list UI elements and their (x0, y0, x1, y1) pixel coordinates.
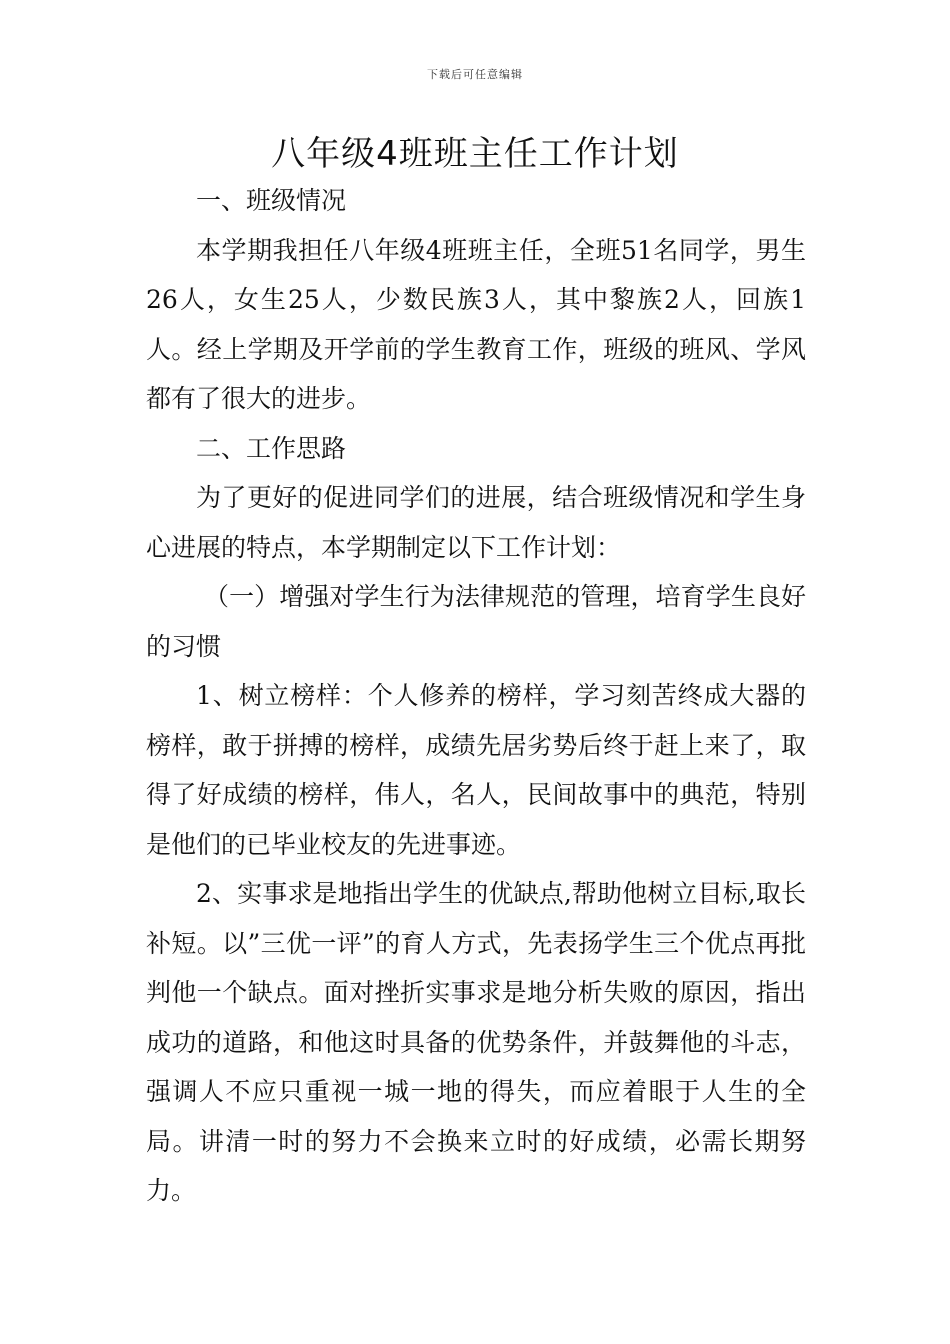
paragraph-item-1-role-models: 1、树立榜样：个人修养的榜样，学习刻苦终成大器的榜样，敢于拼搏的榜样，成绩先居劣势后终于赶上来了，取得了好成绩的榜样，伟人，名人，民间故事中的典范，特别是他们的已毕业校友的先进事迹。 (146, 681, 806, 859)
subsection-heading-behavior-management: （一）增强对学生行为法律规范的管理，培育学生良好的习惯 (146, 582, 806, 661)
section-heading-class-situation: 一、班级情况 (196, 186, 347, 215)
paragraph-item-2-strengths-weaknesses: 2、实事求是地指出学生的优缺点,帮助他树立目标,取长补短。以”三优一评”的育人方式，先表扬学生三个优点再批判他一个缺点。面对挫折实事求是地分析失败的原因，指出成功的道路，和他这时具备的优势条件，并鼓舞他的斗志，强调人不应只重视一城一地的得失，而应着眼于人生的全局。讲清一时的努力不会换来立时的好成绩，必需长期努力。 (146, 879, 806, 1205)
header-note: 下载后可任意编辑 (427, 68, 523, 81)
section-heading-work-ideas: 二、工作思路 (196, 433, 347, 463)
document-body (146, 176, 806, 1216)
document-title: 八年级4班班主任工作计划 (271, 134, 679, 174)
paragraph-class-situation: 本学期我担任八年级4班班主任，全班51名同学，男生26人，女生25人，少数民族3人，其中黎族2人，回族1人。经上学期及开学前的学生教育工作，班级的班风、学风都有了很大的进步。 (146, 235, 806, 413)
paragraph-work-ideas: 为了更好的促进同学们的进展，结合班级情况和学生身心进展的特点，本学期制定以下工作计划： (146, 483, 806, 562)
